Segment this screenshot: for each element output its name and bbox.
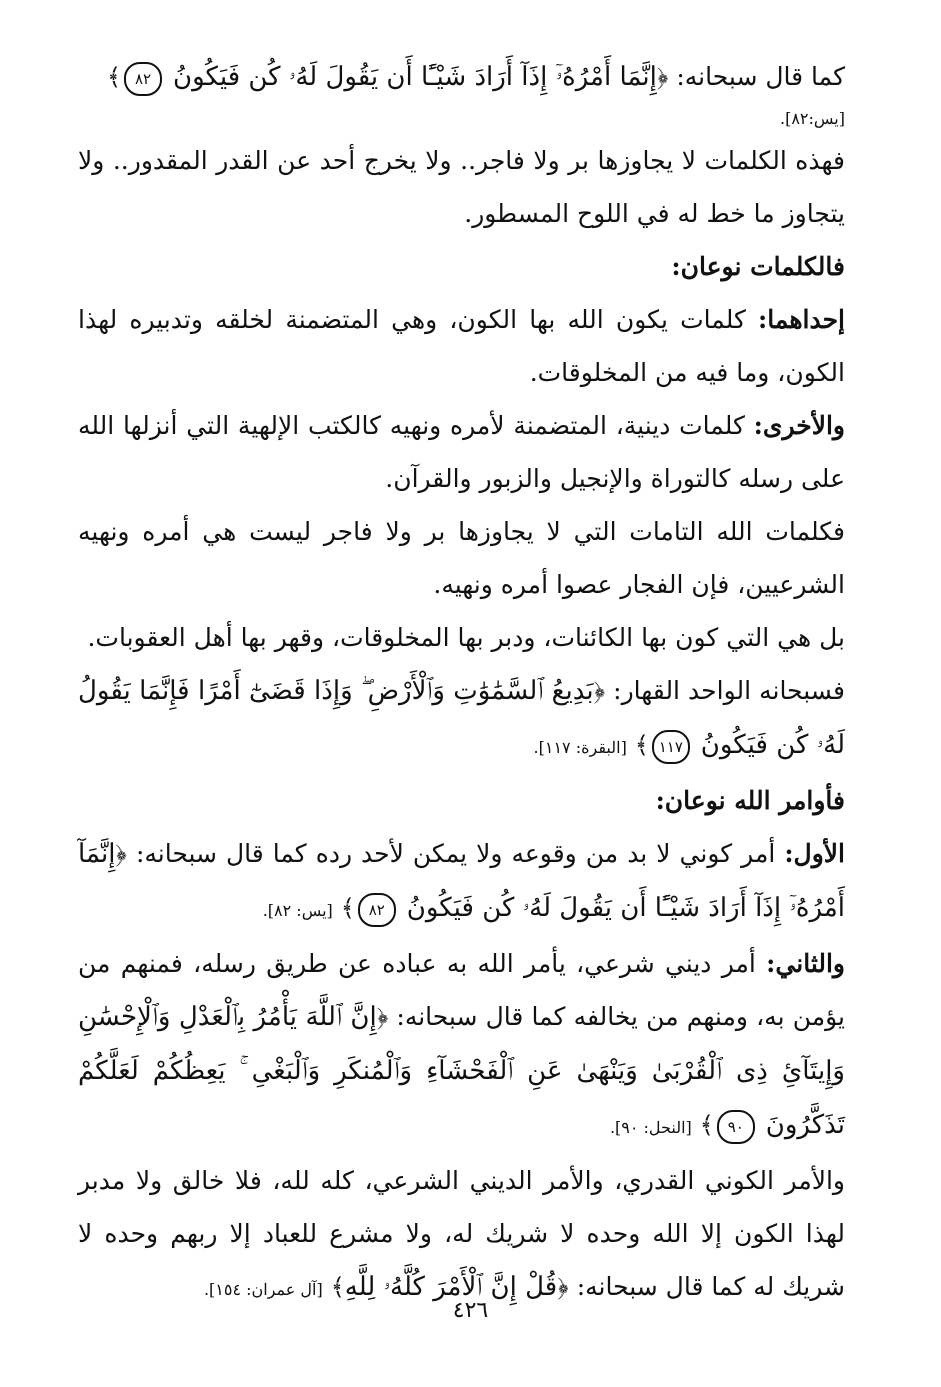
surah-reference: [يس: ٨٢].: [262, 901, 333, 920]
quran-verse: ﴿قُلْ إِنَّ ٱلْأَمْرَ كُلَّهُۥ لِلَّهِ: [344, 1272, 569, 1302]
ayah-number-marker: ٨٢: [358, 893, 396, 927]
paragraph-1: [78, 50, 845, 104]
quran-verse: ﴿إِنَّ ٱللَّهَ يَأْمُرُ بِٱلْعَدْلِ وَٱلْإِحْسَٰنِ وَإِيتَآئِ ذِى ٱلْقُرْبَىٰ وَيَنْهَىٰ عَنِ ٱلْفَحْشَآءِ وَٱلْمُنكَرِ وَٱلْبَغْىِ ۚ يَعِظُكُمْ لَعَلَّكُمْ تَذَكَّرُونَ: [78, 1002, 845, 1140]
paragraph-2: فهذه الكلمات لا يجاوزها بر ولا فاجر.. ولا يخرج أحد عن القدر المقدور.. ولا يتجاوز ما خط له في اللوح المسطور.: [78, 146, 845, 228]
page-number: ٤٢٦: [452, 1298, 489, 1323]
paragraph-3: [78, 293, 845, 399]
quran-verse: ﴿بَدِيعُ ٱلسَّمَٰوَٰتِ وَٱلْأَرْضِ ۖ وَإِذَا قَضَىٰٓ أَمْرًا فَإِنَّمَا يَقُولُ لَهُۥ كُن فَيَكُونُ: [78, 676, 845, 760]
text: كلمات يكون الله بها الكون، وهي المتضمنة لخلقه وتدبيره لهذا الكون، وما فيه من المخلوقات.: [78, 305, 845, 387]
label: إحداهما:: [758, 305, 845, 334]
label: والأخرى:: [753, 411, 845, 440]
text: والأمر الكوني القدري، والأمر الديني الشرعي، كله لله، فلا خالق ولا مدبر لهذا الكون إلا الله وحده لا شريك له، ولا مشرع للعباد إلا ربهم وحده لا شريك له كما قال سبحانه:: [78, 1166, 845, 1301]
ayah-number-marker: ٩٠: [717, 1110, 755, 1144]
quran-close-brace: ﴾: [340, 894, 355, 922]
paragraph-8: [78, 827, 845, 937]
quran-verse: ﴿إِنَّمَآ أَمْرُهُۥٓ إِذَآ أَرَادَ شَيْـًٔا أَن يَقُولَ لَهُۥ كُن فَيَكُونُ: [78, 839, 845, 923]
quran-close-brace: ﴾: [330, 1273, 345, 1301]
text: أمر كوني لا بد من وقوعه ولا يمكن لأحد رده كما قال سبحانه:: [135, 839, 785, 868]
label: والثاني:: [766, 949, 845, 978]
surah-reference: [آل عمران: ١٥٤].: [203, 1280, 323, 1299]
reference-line: [78, 104, 845, 134]
paragraph-6: بل هي التي كون بها الكائنات، ودبر بها المخلوقات، وقهر بها أهل العقوبات.: [87, 623, 845, 652]
paragraph-10: [78, 1154, 845, 1316]
paragraph-9: [78, 937, 845, 1154]
section-heading: فالكلمات نوعان:: [671, 252, 845, 281]
section-heading: فأوامر الله نوعان:: [655, 786, 845, 815]
paragraph-4: [78, 399, 845, 505]
surah-reference: [يس:٨٢].: [780, 109, 845, 128]
ayah-number-marker: ٨٢: [124, 62, 162, 96]
label: الأول:: [784, 839, 845, 868]
text: كما قال سبحانه:: [676, 62, 845, 91]
text: كلمات دينية، المتضمنة لأمره ونهيه كالكتب الإلهية التي أنزلها الله على رسله كالتوراة والإنجيل والزبور والقرآن.: [78, 411, 845, 493]
quran-close-brace: ﴾: [106, 63, 122, 91]
paragraph-7: [78, 664, 845, 774]
text: أمر ديني شرعي، يأمر الله به عباده عن طريق رسله، فمنهم من يؤمن به، ومنهم من يخالفه كما قال سبحانه:: [78, 949, 845, 1031]
ayah-number-marker: ١١٧: [652, 730, 690, 764]
quran-close-brace: ﴾: [699, 1111, 714, 1139]
text: فسبحانه الواحد القهار:: [613, 676, 845, 705]
quran-close-brace: ﴾: [634, 731, 649, 759]
quran-verse: ﴿إِنَّمَا أَمْرُهُۥٓ إِذَآ أَرَادَ شَيْـًٔا أَن يَقُولَ لَهُۥ كُن فَيَكُونُ: [172, 62, 669, 92]
surah-reference: [البقرة: ١١٧].: [533, 738, 627, 757]
surah-reference: [النحل: ٩٠].: [609, 1118, 692, 1137]
paragraph-5: فكلمات الله التامات التي لا يجاوزها بر ولا فاجر ليست هي أمره ونهيه الشرعيين، فإن الفجار عصوا أمره ونهيه.: [78, 517, 845, 599]
